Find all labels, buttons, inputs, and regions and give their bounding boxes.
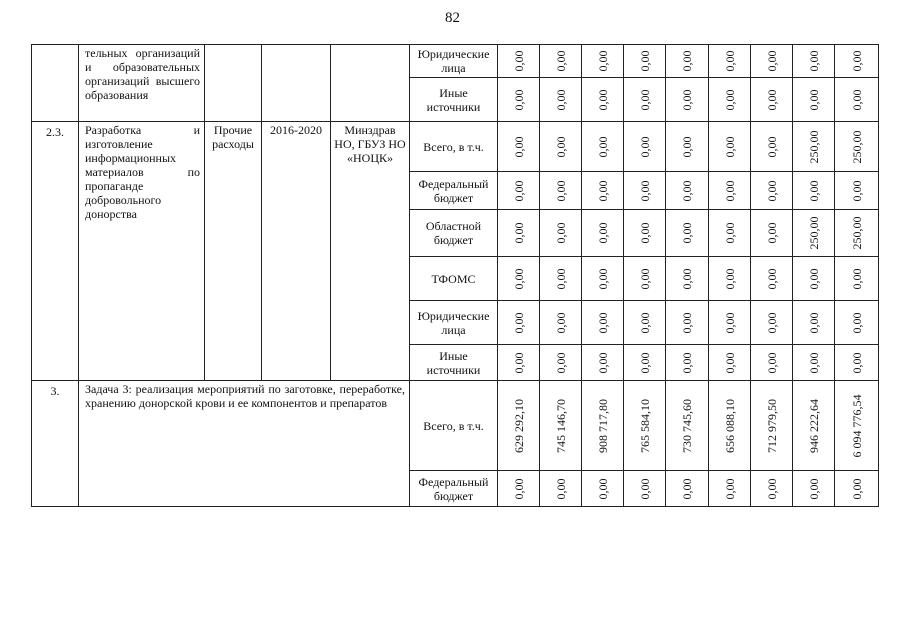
value-cell xyxy=(793,45,835,78)
expense-type xyxy=(205,45,262,122)
value-cell xyxy=(751,471,793,507)
value-cell xyxy=(751,381,793,471)
value-cell xyxy=(666,45,709,78)
expense-type: Прочие расходы xyxy=(205,122,262,381)
value-cell xyxy=(793,172,835,210)
value-text: 0,00 xyxy=(637,312,652,333)
value-cell xyxy=(751,78,793,122)
value-text: 0,00 xyxy=(553,222,568,244)
value-text: 0,00 xyxy=(806,89,821,110)
funding-source: Всего, в т.ч. xyxy=(410,122,498,172)
value-text: 0,00 xyxy=(637,268,652,289)
value-cell xyxy=(624,301,666,345)
value-text: 250,00 xyxy=(849,216,864,250)
value-text: 908 717,80 xyxy=(595,398,610,453)
value-cell xyxy=(709,471,751,507)
value-cell xyxy=(498,301,540,345)
value-text: 0,00 xyxy=(637,136,652,157)
value-text: 0,00 xyxy=(595,268,610,289)
value-text: 0,00 xyxy=(806,180,821,201)
value-text: 0,00 xyxy=(553,50,568,72)
value-text: 0,00 xyxy=(806,268,821,289)
value-cell xyxy=(582,172,624,210)
value-text: 0,00 xyxy=(722,352,737,373)
value-cell xyxy=(498,78,540,122)
value-cell xyxy=(624,345,666,381)
item-number: 2.3. xyxy=(32,122,79,381)
value-cell xyxy=(624,45,666,78)
value-cell xyxy=(498,45,540,78)
value-cell xyxy=(540,45,582,78)
value-text: 0,00 xyxy=(511,89,526,110)
value-text: 0,00 xyxy=(553,89,568,110)
value-cell xyxy=(666,471,709,507)
value-text: 0,00 xyxy=(849,478,864,499)
value-text: 0,00 xyxy=(680,136,694,157)
funding-source: Областной бюджет xyxy=(410,210,498,257)
value-text: 0,00 xyxy=(764,222,779,244)
value-text: 0,00 xyxy=(511,136,526,157)
value-cell xyxy=(793,381,835,471)
value-cell xyxy=(540,471,582,507)
value-text: 0,00 xyxy=(511,222,526,244)
value-text: 656 088,10 xyxy=(722,398,737,453)
value-text: 0,00 xyxy=(680,180,694,201)
value-text: 250,00 xyxy=(806,130,821,163)
value-cell xyxy=(835,122,879,172)
item-name: тельных организаций и образовательных организаций высшего образования xyxy=(79,45,205,122)
value-cell xyxy=(709,172,751,210)
value-cell xyxy=(498,257,540,301)
value-cell xyxy=(582,45,624,78)
value-cell xyxy=(666,381,709,471)
value-cell xyxy=(666,345,709,381)
value-cell xyxy=(793,78,835,122)
table-row xyxy=(32,45,879,78)
value-text: 0,00 xyxy=(595,222,610,244)
funding-source: ТФОМС xyxy=(410,257,498,301)
funding-source: Федеральный бюджет xyxy=(410,172,498,210)
value-cell xyxy=(666,172,709,210)
funding-source: Всего, в т.ч. xyxy=(410,381,498,471)
value-text: 0,00 xyxy=(806,352,821,373)
value-text: 0,00 xyxy=(849,89,864,110)
value-cell xyxy=(835,471,879,507)
value-text: 0,00 xyxy=(553,136,568,157)
value-text: 0,00 xyxy=(511,312,526,333)
value-text: 0,00 xyxy=(595,180,610,201)
value-text: 0,00 xyxy=(637,89,652,110)
value-text: 0,00 xyxy=(764,136,779,157)
value-cell xyxy=(540,78,582,122)
table-row xyxy=(32,381,879,471)
value-text: 0,00 xyxy=(764,478,779,499)
value-text: 0,00 xyxy=(680,89,694,110)
value-cell xyxy=(835,78,879,122)
value-text: 0,00 xyxy=(553,312,568,333)
value-text: 629 292,10 xyxy=(511,398,526,453)
value-text: 0,00 xyxy=(722,268,737,289)
value-cell xyxy=(709,210,751,257)
value-text: 730 745,60 xyxy=(680,398,694,453)
item-name: Задача 3: реализация мероприятий по заготовке, переработке, хранению донорской крови и ее компонентов и препаратов xyxy=(79,381,410,507)
value-cell xyxy=(624,471,666,507)
value-cell xyxy=(582,257,624,301)
value-cell xyxy=(540,122,582,172)
value-text: 0,00 xyxy=(722,222,737,244)
value-text: 0,00 xyxy=(764,89,779,110)
value-cell xyxy=(709,45,751,78)
funding-source: Иные источники xyxy=(410,345,498,381)
value-text: 250,00 xyxy=(849,130,864,163)
value-cell xyxy=(582,122,624,172)
value-cell xyxy=(624,122,666,172)
value-text: 0,00 xyxy=(553,478,568,499)
value-cell xyxy=(540,210,582,257)
value-cell xyxy=(540,301,582,345)
item-name: Разработка и изготовление информационных материалов по пропаганде добровольного донорства xyxy=(79,122,205,381)
value-cell xyxy=(793,301,835,345)
value-cell xyxy=(540,257,582,301)
value-text: 0,00 xyxy=(722,89,737,110)
value-text: 0,00 xyxy=(764,312,779,333)
value-text: 0,00 xyxy=(680,312,694,333)
value-text: 0,00 xyxy=(553,180,568,201)
value-text: 0,00 xyxy=(680,268,694,289)
value-cell xyxy=(498,471,540,507)
value-cell xyxy=(709,78,751,122)
period xyxy=(262,45,331,122)
value-text: 0,00 xyxy=(511,352,526,373)
value-text: 0,00 xyxy=(849,312,864,333)
value-cell xyxy=(498,345,540,381)
value-cell xyxy=(666,78,709,122)
value-text: 0,00 xyxy=(806,50,821,72)
table-row xyxy=(32,122,879,172)
value-cell xyxy=(709,345,751,381)
value-cell xyxy=(498,172,540,210)
value-text: 0,00 xyxy=(722,50,737,72)
value-cell xyxy=(666,301,709,345)
value-text: 0,00 xyxy=(764,50,779,72)
value-text: 0,00 xyxy=(680,222,694,244)
value-cell xyxy=(582,345,624,381)
value-cell xyxy=(751,122,793,172)
value-text: 0,00 xyxy=(849,268,864,289)
value-text: 0,00 xyxy=(637,50,652,72)
value-text: 0,00 xyxy=(722,478,737,499)
value-text: 0,00 xyxy=(595,478,610,499)
value-cell xyxy=(793,345,835,381)
value-cell xyxy=(793,257,835,301)
value-cell xyxy=(835,301,879,345)
period: 2016-2020 xyxy=(262,122,331,381)
value-text: 0,00 xyxy=(806,312,821,333)
value-cell xyxy=(540,381,582,471)
value-cell xyxy=(498,210,540,257)
value-text: 0,00 xyxy=(511,478,526,499)
value-text: 0,00 xyxy=(680,352,694,373)
value-cell xyxy=(666,210,709,257)
value-text: 0,00 xyxy=(595,89,610,110)
value-cell xyxy=(835,172,879,210)
value-text: 0,00 xyxy=(680,478,694,499)
value-cell xyxy=(835,210,879,257)
value-text: 0,00 xyxy=(637,180,652,201)
value-cell xyxy=(624,381,666,471)
value-text: 0,00 xyxy=(511,268,526,289)
value-cell xyxy=(751,45,793,78)
value-cell xyxy=(709,257,751,301)
executor xyxy=(331,45,410,122)
value-cell xyxy=(582,381,624,471)
value-text: 0,00 xyxy=(511,50,526,72)
value-text: 0,00 xyxy=(680,50,694,72)
value-text: 0,00 xyxy=(722,180,737,201)
funding-source: Иные источники xyxy=(410,78,498,122)
value-text: 0,00 xyxy=(595,50,610,72)
value-cell xyxy=(793,471,835,507)
value-cell xyxy=(582,301,624,345)
value-text: 0,00 xyxy=(722,312,737,333)
value-text: 0,00 xyxy=(764,352,779,373)
value-text: 712 979,50 xyxy=(764,398,779,453)
value-cell xyxy=(835,257,879,301)
value-cell xyxy=(709,122,751,172)
value-text: 946 222,64 xyxy=(806,398,821,453)
funding-source: Юридические лица xyxy=(410,45,498,78)
value-cell xyxy=(624,78,666,122)
value-text: 0,00 xyxy=(595,136,610,157)
value-text: 0,00 xyxy=(637,352,652,373)
value-cell xyxy=(835,381,879,471)
value-text: 0,00 xyxy=(806,478,821,499)
value-text: 6 094 776,54 xyxy=(849,394,864,457)
value-text: 0,00 xyxy=(511,180,526,201)
value-cell xyxy=(835,45,879,78)
value-text: 0,00 xyxy=(637,222,652,244)
value-text: 0,00 xyxy=(849,180,864,201)
value-cell xyxy=(751,210,793,257)
value-text: 745 146,70 xyxy=(553,398,568,453)
value-cell xyxy=(498,122,540,172)
value-text: 250,00 xyxy=(806,216,821,250)
executor: Минздрав НО, ГБУЗ НО «НОЦК» xyxy=(331,122,410,381)
funding-source: Федеральный бюджет xyxy=(410,471,498,507)
value-text: 0,00 xyxy=(553,268,568,289)
value-text: 0,00 xyxy=(637,478,652,499)
value-cell xyxy=(540,172,582,210)
value-cell xyxy=(751,257,793,301)
page-number: 82 xyxy=(445,10,460,26)
item-number xyxy=(32,45,79,122)
value-text: 765 584,10 xyxy=(637,398,652,453)
value-cell xyxy=(666,122,709,172)
value-text: 0,00 xyxy=(595,312,610,333)
value-cell xyxy=(624,172,666,210)
funding-source: Юридические лица xyxy=(410,301,498,345)
value-cell xyxy=(624,257,666,301)
value-cell xyxy=(666,257,709,301)
value-cell xyxy=(582,471,624,507)
value-cell xyxy=(624,210,666,257)
value-cell xyxy=(540,345,582,381)
value-cell xyxy=(751,345,793,381)
value-cell xyxy=(582,210,624,257)
value-cell xyxy=(835,345,879,381)
value-text: 0,00 xyxy=(595,352,610,373)
value-cell xyxy=(709,301,751,345)
value-text: 0,00 xyxy=(722,136,737,157)
value-text: 0,00 xyxy=(553,352,568,373)
value-cell xyxy=(751,301,793,345)
value-text: 0,00 xyxy=(764,180,779,201)
value-text: 0,00 xyxy=(849,352,864,373)
value-cell xyxy=(709,381,751,471)
value-cell xyxy=(793,210,835,257)
value-cell xyxy=(582,78,624,122)
value-text: 0,00 xyxy=(764,268,779,289)
value-cell xyxy=(793,122,835,172)
financing-table xyxy=(31,44,879,507)
item-number: 3. xyxy=(32,381,79,507)
value-cell xyxy=(751,172,793,210)
value-text: 0,00 xyxy=(849,50,864,72)
value-cell xyxy=(498,381,540,471)
